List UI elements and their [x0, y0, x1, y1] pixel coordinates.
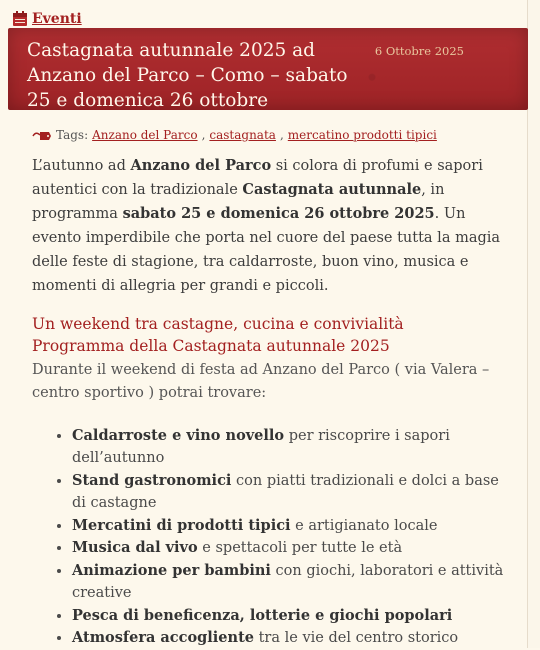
calendar-icon — [12, 11, 28, 27]
tags-prefix: Tags: — [56, 128, 89, 142]
post-title[interactable]: Castagnata autunnale 2025 ad Anzano del Parco – Como – sabato 25 e domenica 26 ottobre — [27, 40, 348, 111]
tag-icon — [32, 129, 52, 141]
list-item: • Musica dal vivo e spettacoli per tutte le età — [72, 537, 512, 560]
section-heading-line1: Un weekend tra castagne, cucina e convivialità — [32, 314, 404, 333]
tag-link[interactable]: mercatino prodotti tipici — [287, 128, 437, 142]
section-heading-line2: Programma della Castagnata autunnale 2025 — [32, 336, 390, 355]
post-header — [8, 28, 528, 110]
post-content — [32, 126, 512, 650]
list-item: • Pesca di beneficenza, lotterie e giochi popolari — [72, 605, 512, 628]
list-item: • Mercatini di prodotti tipici e artigianato locale — [72, 515, 512, 538]
list-item: • Stand gastronomici con piatti tradizionali e dolci a base di castagne — [72, 470, 512, 515]
section-heading — [32, 313, 512, 357]
intro-bold: Castagnata autunnale — [242, 181, 422, 198]
intro-bold: Anzano del Parco — [130, 157, 272, 174]
list-item: • Animazione per bambini con giochi, laboratori e attività creative — [72, 560, 512, 605]
category-bar — [12, 9, 82, 29]
right-page-edge — [527, 0, 540, 648]
category-link-eventi[interactable]: Eventi — [32, 11, 82, 27]
intro-paragraph: L’autunno ad Anzano del Parco si colora di profumi e sapori autentici con la tradizionale Castagnata autunnale, in programma sabato 25 e domenica 26 ottobre 2025. Un evento imperdibile che porta nel cuore del paese tutta la magia delle feste di stagione, tra caldarroste, buon vino, musica e momenti di allegria per grandi e piccoli. — [32, 157, 501, 294]
list-item: • Atmosfera accogliente tra le vie del centro storico — [72, 627, 512, 650]
intro-bold: sabato 25 e domenica 26 ottobre 2025 — [122, 205, 435, 222]
tag-link[interactable]: castagnata — [209, 128, 276, 142]
tag-link[interactable]: Anzano del Parco — [92, 128, 198, 142]
tags-line: Tags: Anzano del Parco , castagnata , mercatino prodotti tipici — [32, 126, 512, 144]
list-item: • Caldarroste e vino novello per riscoprire i sapori dell’autunno — [72, 425, 512, 470]
features-list — [32, 425, 512, 650]
post-date: 6 Ottobre 2025 — [374, 44, 464, 58]
section-paragraph: Durante il weekend di festa ad Anzano del Parco ( via Valera – centro sportivo ) potrai trovare: — [32, 361, 490, 401]
